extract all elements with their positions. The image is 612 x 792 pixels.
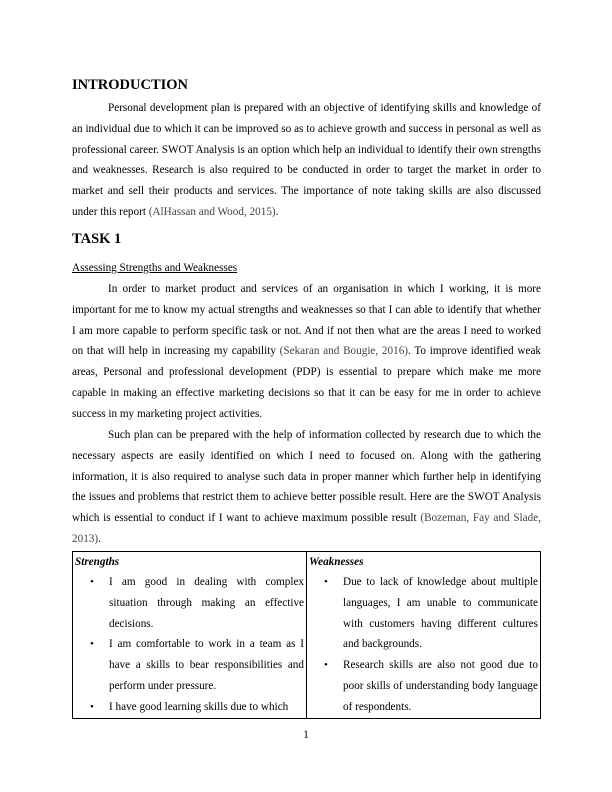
task1-paragraph-2 <box>72 425 541 550</box>
para1-text: In order to market product and services of an organisation in which I working, it is more important for me to know my actual strengths and weaknesses so that I can able to identify that whether I am more capable to perform specific task or not. And if not then what are the areas I need to worked on that will help in increasing my capability <box>72 283 541 358</box>
swot-table <box>72 551 541 719</box>
strength-item <box>75 697 304 718</box>
introduction-paragraph <box>72 98 541 223</box>
bullet-icon: • <box>90 576 94 588</box>
task1-heading: TASK 1 <box>72 231 122 247</box>
para1-text2: . To improve identified weak areas, Personal and professional development (PDP) is essential to prepare which make me more capable in making an effective marketing decisions so that it can be easy for me in order to achieve success in my marketing project activities. <box>72 345 542 420</box>
weakness-item <box>309 655 538 717</box>
task1-subheading: Assessing Strengths and Weaknesses <box>72 262 238 274</box>
strength-text: I have good learning skills due to which <box>109 700 289 713</box>
weakness-item <box>309 572 538 655</box>
weakness-text: Due to lack of knowledge about multiple languages, I am unable to communicate with customers having different cultures and backgrounds. <box>343 576 538 651</box>
page-number: 1 <box>303 729 309 741</box>
para2-end: . <box>98 532 101 545</box>
para2-text: Such plan can be prepared with the help of information collected by research due to which the necessary aspects are easily identified on which I need to focused on. Along with the gathering information, it is also required to analyse such data in proper manner which further help in identifying the issues and problems that restrict them to achieve better possible result. Here are the SWOT Analysis which is essential to conduct if I want to achieve maximum possible result <box>72 429 541 525</box>
strengths-header: Strengths <box>75 556 120 568</box>
weaknesses-header: Weaknesses <box>309 556 364 568</box>
weaknesses-cell <box>307 552 541 719</box>
bullet-icon: • <box>324 576 328 588</box>
bullet-icon: • <box>324 659 328 672</box>
introduction-text: Personal development plan is prepared with an objective of identifying skills and knowledge of an individual due to which it can be improved so as to achieve growth and success in personal as well as professional career. SWOT Analysis is an option which help an individual to identify their own strengths and weaknesses. Research is also required to be conducted in order to target the market in order to market and sell their products and services. The importance of note taking skills are also discussed under this report <box>72 102 541 218</box>
para1-citation: (Sekaran and Bougie, 2016) <box>279 345 409 358</box>
strengths-cell <box>73 552 307 719</box>
para2-citation: (Bozeman, Fay and Slade, 2013) <box>72 512 541 545</box>
strength-text: I am comfortable to work in a team as I have a skills to bear responsibilities and perform under pressure. <box>109 638 304 692</box>
bullet-icon: • <box>90 700 94 713</box>
weakness-text: Research skills are also not good due to poor skills of understanding body language of respondents. <box>343 659 538 713</box>
strength-item <box>75 572 304 634</box>
weaknesses-list <box>309 572 538 718</box>
strengths-list <box>75 572 304 718</box>
introduction-end: . <box>275 205 279 218</box>
strength-text: I am good in dealing with complex situation through making an effective decisions. <box>109 576 304 630</box>
introduction-citation: (AlHassan and Wood, 2015) <box>148 205 276 218</box>
strength-item <box>75 634 304 696</box>
bullet-icon: • <box>90 638 94 651</box>
task1-paragraph-1 <box>72 279 541 425</box>
introduction-heading: INTRODUCTION <box>72 77 189 93</box>
